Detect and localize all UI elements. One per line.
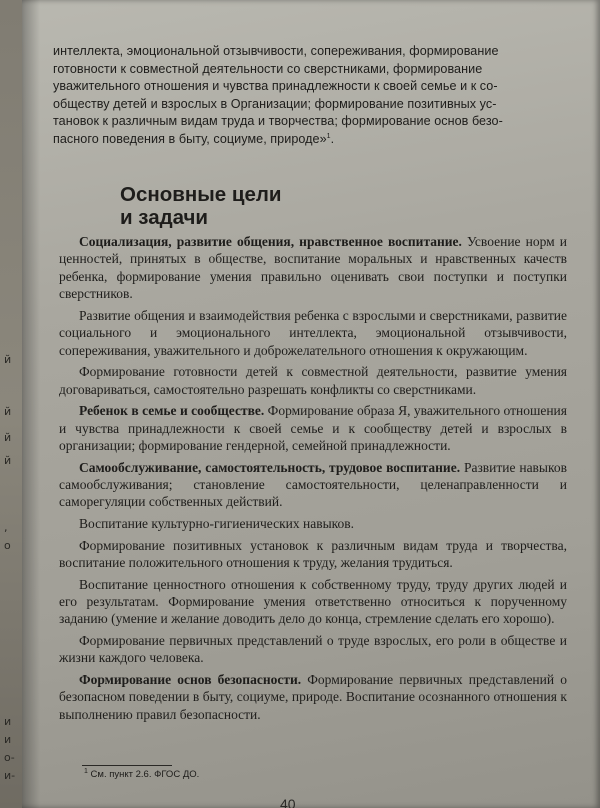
adjacent-page-fragment: о	[4, 539, 11, 552]
adjacent-page-fragment: о-	[4, 751, 15, 764]
goals-body	[59, 233, 567, 727]
intro-line: пасного поведения в быту, социуме, природе»$^1$.	[53, 131, 335, 146]
paragraph-text: Воспитание ценностного отношения к собственному труду, труду других людей и его результатам. Формирование умения ответственно относиться к порученному заданию (умение и желание доводить дело до конца, стремление сделать его хорошо).	[59, 576, 567, 627]
intro-line: уважительного отношения и чувства принадлежности к своей семье и к со-	[53, 79, 498, 94]
paragraph-text: Усвоение норм и ценностей, принятых в обществе, воспитание моральных и нравственных качеств ребенка, формирование умения правильно оценивать свои поступки и поступки сверстников.	[59, 234, 567, 302]
paragraph-text: Формирование образа Я, уважительного отношения и чувства принадлежности к своей семье и к сообществу детей и взрослых в организации; формирование гендерной, семейной принадлежности.	[59, 403, 567, 454]
adjacent-page-fragment: и-	[4, 769, 16, 782]
subsection-title: Социализация, развитие общения, нравственное воспитание.	[79, 234, 462, 249]
adjacent-page-fragment: й	[4, 405, 12, 418]
footnote-divider	[82, 765, 172, 766]
footnote-reference: 1	[326, 132, 331, 140]
paragraph	[59, 307, 567, 359]
intro-line: интеллекта, эмоциональной отзывчивости, сопереживания, формирование	[53, 44, 499, 58]
adjacent-page-fragment: й	[4, 454, 12, 467]
paragraph-text: Формирование готовности детей к совместной деятельности, развитие умения договариваться, самостоятельно разрешать конфликты со сверстниками.	[59, 364, 567, 397]
paragraph	[59, 576, 567, 628]
intro-line: тановок к различным видам труда и творчества; формирование основ безо-	[53, 114, 503, 129]
paragraph	[59, 402, 567, 454]
intro-last-line-text: пасного поведения в быту, социуме, природе»	[53, 131, 327, 146]
footnote-mark: 1	[84, 767, 88, 775]
subsection-title: Ребенок в семье и сообществе.	[79, 403, 265, 419]
intro-paragraph	[53, 43, 558, 149]
paragraph	[59, 671, 567, 723]
book-page	[22, 0, 600, 808]
paragraph-text: Развитие общения и взаимодействия ребенка с взрослыми и сверстниками, развитие социального и эмоционального интеллекта, эмоциональной отзывчивости, сопереживания, уважительного и доброжелательного отношения к окружающим.	[59, 307, 567, 358]
adjacent-page-fragment: й	[4, 431, 12, 444]
paragraph-text: Формирование первичных представлений о безопасном поведении в быту, социуме, природе. Воспитание осознанного отношения к выполнению правил безопасности.	[59, 672, 567, 722]
footnote-text: См. пункт 2.6. ФГОС ДО.	[90, 769, 200, 780]
intro-line: обществу детей и взрослых в Организации; формирование позитивных ус-	[53, 96, 497, 111]
paragraph-text: Развитие навыков самообслуживания; становление самостоятельности, целенаправленности и саморегуляции собственных действий.	[59, 459, 568, 510]
subsection-title: Самообслуживание, самостоятельность, трудовое воспитание.	[79, 459, 461, 475]
page-number: 40	[280, 796, 296, 808]
adjacent-page-fragment: и	[4, 733, 12, 746]
paragraph	[59, 459, 567, 511]
paragraph-text: Воспитание культурно-гигиенических навыков.	[79, 516, 355, 532]
adjacent-page-fragment: й	[4, 353, 12, 366]
paragraph	[59, 363, 567, 398]
paragraph-text: Формирование первичных представлений о труде взрослых, его роли в обществе и жизни каждого человека.	[59, 633, 567, 666]
heading-line-1: Основные цели	[120, 183, 282, 206]
heading-line-2: и задачи	[120, 206, 209, 229]
paragraph	[59, 233, 567, 303]
adjacent-page-fragment: ,	[4, 521, 8, 534]
footnote	[84, 769, 199, 781]
paragraph	[59, 537, 567, 572]
paragraph-text: Формирование позитивных установок к различным видам труда и творчества, воспитание положительного отношения к труду, желания трудиться.	[59, 537, 567, 571]
paragraph	[59, 515, 567, 532]
section-heading	[120, 183, 420, 229]
adjacent-page-fragment: и	[4, 715, 12, 728]
subsection-title: Формирование основ безопасности.	[79, 672, 302, 688]
intro-line: готовности к совместной деятельности со сверстниками, формирование	[53, 61, 483, 76]
paragraph	[59, 632, 567, 667]
